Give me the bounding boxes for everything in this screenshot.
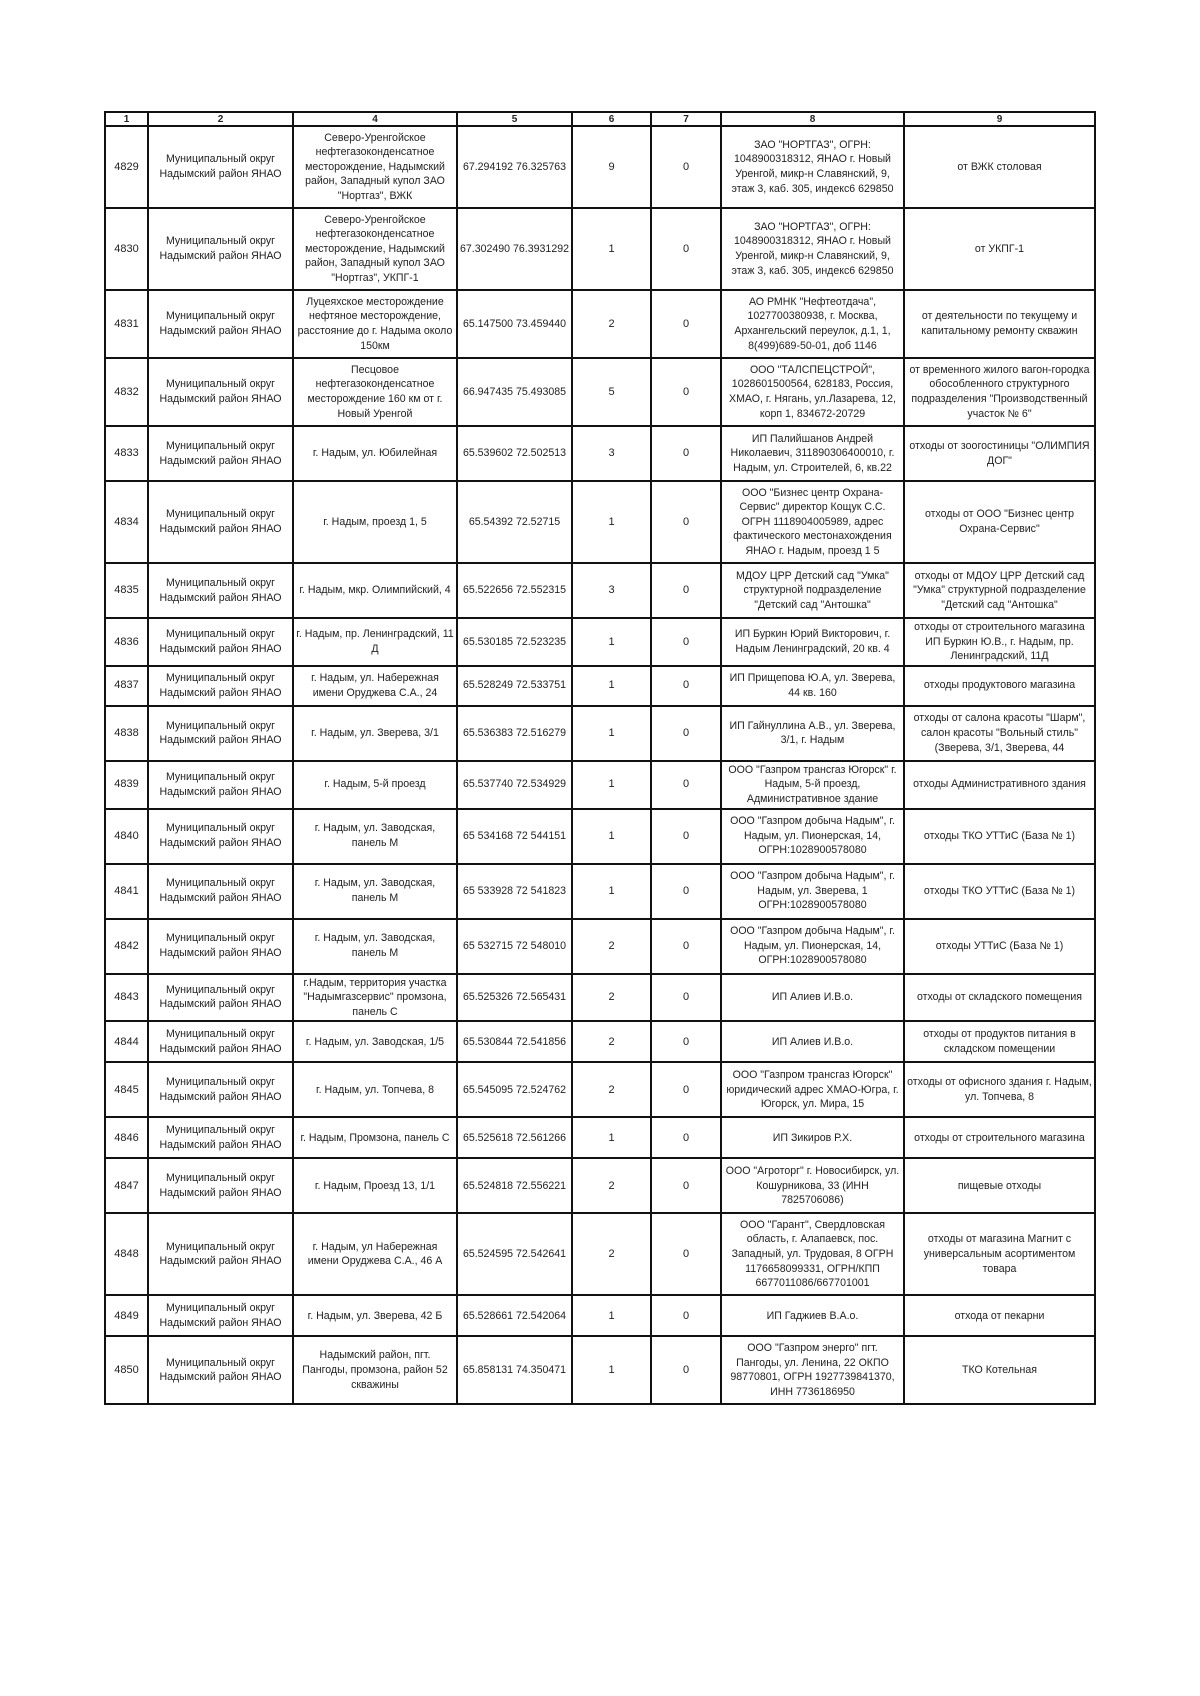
district-cell: Муниципальный округ Надымский район ЯНАО: [148, 126, 293, 208]
col6-cell: 1: [572, 666, 651, 706]
col6-cell: 2: [572, 290, 651, 358]
organization-cell: ООО "Бизнес центр Охрана-Сервис" директор Кощук С.С. ОГРН 1118904005989, адрес фактического местонахождения ЯНАО г. Надым, проезд 1 5: [721, 481, 904, 563]
waste-source-cell: отходы от ООО "Бизнес центр Охрана-Сервис": [904, 481, 1095, 563]
district-cell: Муниципальный округ Надымский район ЯНАО: [148, 1021, 293, 1062]
district-cell: Муниципальный округ Надымский район ЯНАО: [148, 208, 293, 290]
district-cell: Муниципальный округ Надымский район ЯНАО: [148, 1158, 293, 1213]
waste-source-cell: отходы от продуктов питания в складском помещении: [904, 1021, 1095, 1062]
location-cell: г. Надым, ул. Зверева, 3/1: [293, 706, 457, 761]
waste-source-cell: от УКПГ-1: [904, 208, 1095, 290]
col6-cell: 1: [572, 1117, 651, 1158]
col6-cell: 3: [572, 426, 651, 481]
organization-cell: ООО "Агроторг" г. Новосибирск, ул. Кошурникова, 33 (ИНН 7825706086): [721, 1158, 904, 1213]
column-header: 7: [651, 112, 721, 126]
waste-source-cell: ТКО Котельная: [904, 1336, 1095, 1404]
table-row: [105, 208, 1095, 290]
table-row: [105, 290, 1095, 358]
row-number-cell: 4836: [105, 618, 148, 666]
row-number-cell: 4840: [105, 809, 148, 864]
col7-cell: 0: [651, 809, 721, 864]
coordinates-cell: 65.54392 72.52715: [457, 481, 572, 563]
location-cell: Северо-Уренгойское нефтегазоконденсатное месторождение, Надымский район, Западный купол ЗАО "Нортгаз", УКПГ-1: [293, 208, 457, 290]
col7-cell: 0: [651, 358, 721, 426]
col7-cell: 0: [651, 1117, 721, 1158]
coordinates-cell: 65.545095 72.524762: [457, 1062, 572, 1117]
organization-cell: ООО "Газпром добыча Надым", г. Надым, ул. Пионерская, 14, ОГРН:1028900578080: [721, 919, 904, 974]
location-cell: г. Надым, ул. Заводская, 1/5: [293, 1021, 457, 1062]
organization-cell: МДОУ ЦРР Детский сад "Умка" структурной подразделение "Детский сад "Антошка": [721, 563, 904, 618]
district-cell: Муниципальный округ Надымский район ЯНАО: [148, 809, 293, 864]
organization-cell: ИП Алиев И.В.о.: [721, 1021, 904, 1062]
col7-cell: 0: [651, 1295, 721, 1336]
coordinates-cell: 65 532715 72 548010: [457, 919, 572, 974]
col7-cell: 0: [651, 426, 721, 481]
coordinates-cell: 65.528661 72.542064: [457, 1295, 572, 1336]
table-body: [105, 126, 1095, 1404]
waste-source-cell: отходы от магазина Магнит с универсальным асортиментом товара: [904, 1213, 1095, 1295]
location-cell: г. Надым, ул. Заводская, панель М: [293, 864, 457, 919]
col6-cell: 1: [572, 208, 651, 290]
row-number-cell: 4847: [105, 1158, 148, 1213]
coordinates-cell: 65.522656 72.552315: [457, 563, 572, 618]
col7-cell: 0: [651, 761, 721, 809]
coordinates-cell: 65.524818 72.556221: [457, 1158, 572, 1213]
col7-cell: 0: [651, 1213, 721, 1295]
coordinates-cell: 65.525618 72.561266: [457, 1117, 572, 1158]
organization-cell: АО РМНК "Нефтеотдача", 1027700380938, г. Москва, Архангельский переулок, д.1, 1, 8(499)689-50-01, доб 1146: [721, 290, 904, 358]
row-number-cell: 4832: [105, 358, 148, 426]
col6-cell: 1: [572, 1336, 651, 1404]
table-row: [105, 1062, 1095, 1117]
location-cell: г. Надым, ул. Заводская, панель М: [293, 809, 457, 864]
organization-cell: ООО "Газпром энерго" пгт. Пангоды, ул. Ленина, 22 ОКПО 98770801, ОГРН 1927739841370, ИНН 7736186950: [721, 1336, 904, 1404]
waste-source-cell: пищевые отходы: [904, 1158, 1095, 1213]
table-row: [105, 809, 1095, 864]
col6-cell: 3: [572, 563, 651, 618]
coordinates-cell: 65.525326 72.565431: [457, 974, 572, 1022]
row-number-cell: 4830: [105, 208, 148, 290]
district-cell: Муниципальный округ Надымский район ЯНАО: [148, 666, 293, 706]
district-cell: Муниципальный округ Надымский район ЯНАО: [148, 1062, 293, 1117]
organization-cell: ИП Палийшанов Андрей Николаевич, 311890306400010, г. Надым, ул. Строителей, 6, кв.22: [721, 426, 904, 481]
waste-source-cell: отходы УТТиС (База № 1): [904, 919, 1095, 974]
organization-cell: ООО "Газпром трансгаз Югорск" г. Надым, 5-й проезд, Административное здание: [721, 761, 904, 809]
row-number-cell: 4849: [105, 1295, 148, 1336]
coordinates-cell: 65 534168 72 544151: [457, 809, 572, 864]
col7-cell: 0: [651, 1158, 721, 1213]
coordinates-cell: 66.947435 75.493085: [457, 358, 572, 426]
waste-source-cell: отходы от складского помещения: [904, 974, 1095, 1022]
location-cell: г. Надым, 5-й проезд: [293, 761, 457, 809]
location-cell: г. Надым, проезд 1, 5: [293, 481, 457, 563]
table-row: [105, 126, 1095, 208]
location-cell: г. Надым, ул. Заводская, панель М: [293, 919, 457, 974]
waste-source-cell: от временного жилого вагон-городка обособленного структурного подразделения "Производственный участок № 6": [904, 358, 1095, 426]
table-row: [105, 1295, 1095, 1336]
organization-cell: ИП Зикиров Р.Х.: [721, 1117, 904, 1158]
location-cell: Луцеяхское месторождение нефтяное месторождение, расстояние до г. Надыма около 150км: [293, 290, 457, 358]
location-cell: г. Надым, ул. Топчева, 8: [293, 1062, 457, 1117]
table-row: [105, 864, 1095, 919]
table-row: [105, 761, 1095, 809]
row-number-cell: 4844: [105, 1021, 148, 1062]
col7-cell: 0: [651, 618, 721, 666]
column-header: 8: [721, 112, 904, 126]
waste-source-cell: отходы продуктового магазина: [904, 666, 1095, 706]
table-row: [105, 1021, 1095, 1062]
location-cell: г. Надым, Проезд 13, 1/1: [293, 1158, 457, 1213]
location-cell: г. Надым, ул. Зверева, 42 Б: [293, 1295, 457, 1336]
organization-cell: ЗАО "НОРТГАЗ", ОГРН: 1048900318312, ЯНАО г. Новый Уренгой, микр-н Славянский, 9, этаж 3, каб. 305, индекс6 629850: [721, 126, 904, 208]
district-cell: Муниципальный округ Надымский район ЯНАО: [148, 358, 293, 426]
waste-source-cell: от деятельности по текущему и капитальному ремонту скважин: [904, 290, 1095, 358]
row-number-cell: 4841: [105, 864, 148, 919]
district-cell: Муниципальный округ Надымский район ЯНАО: [148, 1295, 293, 1336]
col7-cell: 0: [651, 666, 721, 706]
column-header: 2: [148, 112, 293, 126]
district-cell: Муниципальный округ Надымский район ЯНАО: [148, 761, 293, 809]
row-number-cell: 4838: [105, 706, 148, 761]
row-number-cell: 4850: [105, 1336, 148, 1404]
coordinates-cell: 65.539602 72.502513: [457, 426, 572, 481]
row-number-cell: 4839: [105, 761, 148, 809]
col7-cell: 0: [651, 208, 721, 290]
waste-source-cell: отходы от салона красоты "Шарм", салон красоты "Вольный стиль" (Зверева, 3/1, Зверева, 44: [904, 706, 1095, 761]
row-number-cell: 4842: [105, 919, 148, 974]
location-cell: г. Надым, ул. Юбилейная: [293, 426, 457, 481]
column-header: 4: [293, 112, 457, 126]
col6-cell: 1: [572, 481, 651, 563]
row-number-cell: 4848: [105, 1213, 148, 1295]
coordinates-cell: 65.537740 72.534929: [457, 761, 572, 809]
coordinates-cell: 65.530185 72.523235: [457, 618, 572, 666]
col6-cell: 1: [572, 864, 651, 919]
district-cell: Муниципальный округ Надымский район ЯНАО: [148, 426, 293, 481]
organization-cell: ИП Гаджиев В.А.о.: [721, 1295, 904, 1336]
table-row: [105, 1117, 1095, 1158]
col6-cell: 1: [572, 809, 651, 864]
col6-cell: 2: [572, 1062, 651, 1117]
row-number-cell: 4834: [105, 481, 148, 563]
col7-cell: 0: [651, 919, 721, 974]
table-row: [105, 706, 1095, 761]
col6-cell: 1: [572, 761, 651, 809]
row-number-cell: 4843: [105, 974, 148, 1022]
col7-cell: 0: [651, 1062, 721, 1117]
waste-source-cell: отходы Административного здания: [904, 761, 1095, 809]
column-header: 6: [572, 112, 651, 126]
table-row: [105, 618, 1095, 666]
waste-source-cell: отходы от МДОУ ЦРР Детский сад "Умка" структурной подразделение "Детский сад "Антошка": [904, 563, 1095, 618]
table-row: [105, 666, 1095, 706]
col7-cell: 0: [651, 706, 721, 761]
col7-cell: 0: [651, 563, 721, 618]
organization-cell: ООО "ТАЛСПЕЦСТРОЙ", 1028601500564, 628183, Россия, ХМАО, г. Нягань, ул.Лазарева, 12, корп 1, 834672-20729: [721, 358, 904, 426]
row-number-cell: 4837: [105, 666, 148, 706]
district-cell: Муниципальный округ Надымский район ЯНАО: [148, 563, 293, 618]
organization-cell: ИП Прищепова Ю.А, ул. Зверева, 44 кв. 160: [721, 666, 904, 706]
coordinates-cell: 65.524595 72.542641: [457, 1213, 572, 1295]
location-cell: Надымский район, пгт. Пангоды, промзона, район 52 скважины: [293, 1336, 457, 1404]
waste-source-cell: отходы от офисного здания г. Надым, ул. Топчева, 8: [904, 1062, 1095, 1117]
table-row: [105, 481, 1095, 563]
col6-cell: 2: [572, 1213, 651, 1295]
row-number-cell: 4846: [105, 1117, 148, 1158]
col6-cell: 1: [572, 706, 651, 761]
organization-cell: ИП Гайнуллина А.В., ул. Зверева, 3/1, г. Надым: [721, 706, 904, 761]
coordinates-cell: 67.302490 76.3931292: [457, 208, 572, 290]
organization-cell: ИП Буркин Юрий Викторович, г. Надым Ленинградский, 20 кв. 4: [721, 618, 904, 666]
organization-cell: ООО "Гарант", Свердловская область, г. Алапаевск, пос. Западный, ул. Трудовая, 8 ОГРН 1176658099331, ОГРН/КПП 6677011086/667701001: [721, 1213, 904, 1295]
location-cell: г. Надым, пр. Ленинградский, 11 Д: [293, 618, 457, 666]
district-cell: Муниципальный округ Надымский район ЯНАО: [148, 974, 293, 1022]
district-cell: Муниципальный округ Надымский район ЯНАО: [148, 864, 293, 919]
col6-cell: 2: [572, 974, 651, 1022]
col6-cell: 1: [572, 1295, 651, 1336]
district-cell: Муниципальный округ Надымский район ЯНАО: [148, 919, 293, 974]
column-header: 9: [904, 112, 1095, 126]
col7-cell: 0: [651, 1336, 721, 1404]
waste-source-cell: отхода от пекарни: [904, 1295, 1095, 1336]
location-cell: г. Надым, ул Набережная имени Оруджева С.А., 46 А: [293, 1213, 457, 1295]
table-row: [105, 1158, 1095, 1213]
col6-cell: 2: [572, 1158, 651, 1213]
coordinates-cell: 67.294192 76.325763: [457, 126, 572, 208]
row-number-cell: 4829: [105, 126, 148, 208]
coordinates-cell: 65.147500 73.459440: [457, 290, 572, 358]
location-cell: Северо-Уренгойское нефтегазоконденсатное месторождение, Надымский район, Западный купол ЗАО "Нортгаз", ВЖК: [293, 126, 457, 208]
table-row: [105, 563, 1095, 618]
district-cell: Муниципальный округ Надымский район ЯНАО: [148, 481, 293, 563]
coordinates-cell: 65.530844 72.541856: [457, 1021, 572, 1062]
organization-cell: ООО "Газпром трансгаз Югорск" юридический адрес ХМАО-Югра, г. Югорск, ул. Мира, 15: [721, 1062, 904, 1117]
coordinates-cell: 65 533928 72 541823: [457, 864, 572, 919]
waste-source-cell: отходы от зоогостиницы "ОЛИМПИЯ ДОГ": [904, 426, 1095, 481]
col7-cell: 0: [651, 290, 721, 358]
location-cell: Песцовое нефтегазоконденсатное месторождение 160 км от г. Новый Уренгой: [293, 358, 457, 426]
table-row: [105, 426, 1095, 481]
district-cell: Муниципальный округ Надымский район ЯНАО: [148, 1336, 293, 1404]
col7-cell: 0: [651, 1021, 721, 1062]
row-number-cell: 4835: [105, 563, 148, 618]
location-cell: г. Надым, Промзона, панель С: [293, 1117, 457, 1158]
col6-cell: 9: [572, 126, 651, 208]
district-cell: Муниципальный округ Надымский район ЯНАО: [148, 706, 293, 761]
col7-cell: 0: [651, 974, 721, 1022]
col6-cell: 2: [572, 1021, 651, 1062]
organization-cell: ЗАО "НОРТГАЗ", ОГРН: 1048900318312, ЯНАО г. Новый Уренгой, микр-н Славянский, 9, этаж 3, каб. 305, индекс6 629850: [721, 208, 904, 290]
table-row: [105, 358, 1095, 426]
col7-cell: 0: [651, 864, 721, 919]
col6-cell: 5: [572, 358, 651, 426]
organization-cell: ИП Алиев И.В.о.: [721, 974, 904, 1022]
col6-cell: 1: [572, 618, 651, 666]
table-row: [105, 1213, 1095, 1295]
district-cell: Муниципальный округ Надымский район ЯНАО: [148, 290, 293, 358]
district-cell: Муниципальный округ Надымский район ЯНАО: [148, 1213, 293, 1295]
waste-source-cell: отходы от строительного магазина ИП Буркин Ю.В., г. Надым, пр. Ленинградский, 11Д: [904, 618, 1095, 666]
col7-cell: 0: [651, 126, 721, 208]
table-row: [105, 1336, 1095, 1404]
waste-source-cell: отходы ТКО УТТиС (База № 1): [904, 864, 1095, 919]
waste-source-cell: отходы ТКО УТТиС (База № 1): [904, 809, 1095, 864]
col6-cell: 2: [572, 919, 651, 974]
col7-cell: 0: [651, 481, 721, 563]
column-header: 1: [105, 112, 148, 126]
row-number-cell: 4845: [105, 1062, 148, 1117]
district-cell: Муниципальный округ Надымский район ЯНАО: [148, 1117, 293, 1158]
coordinates-cell: 65.528249 72.533751: [457, 666, 572, 706]
column-header: 5: [457, 112, 572, 126]
row-number-cell: 4833: [105, 426, 148, 481]
coordinates-cell: 65.536383 72.516279: [457, 706, 572, 761]
table-header-row: [105, 112, 1095, 126]
waste-source-cell: от ВЖК столовая: [904, 126, 1095, 208]
location-cell: г. Надым, мкр. Олимпийский, 4: [293, 563, 457, 618]
waste-source-cell: отходы от строительного магазина: [904, 1117, 1095, 1158]
location-cell: г. Надым, ул. Набережная имени Оруджева С.А., 24: [293, 666, 457, 706]
coordinates-cell: 65.858131 74.350471: [457, 1336, 572, 1404]
location-cell: г.Надым, территория участка "Надымгазсервис" промзона, панель С: [293, 974, 457, 1022]
row-number-cell: 4831: [105, 290, 148, 358]
waste-sites-table: [104, 111, 1096, 1405]
district-cell: Муниципальный округ Надымский район ЯНАО: [148, 618, 293, 666]
organization-cell: ООО "Газпром добыча Надым", г. Надым, ул. Пионерская, 14, ОГРН:1028900578080: [721, 809, 904, 864]
table-row: [105, 919, 1095, 974]
organization-cell: ООО "Газпром добыча Надым", г. Надым, ул. Зверева, 1 ОГРН:1028900578080: [721, 864, 904, 919]
table-row: [105, 974, 1095, 1022]
